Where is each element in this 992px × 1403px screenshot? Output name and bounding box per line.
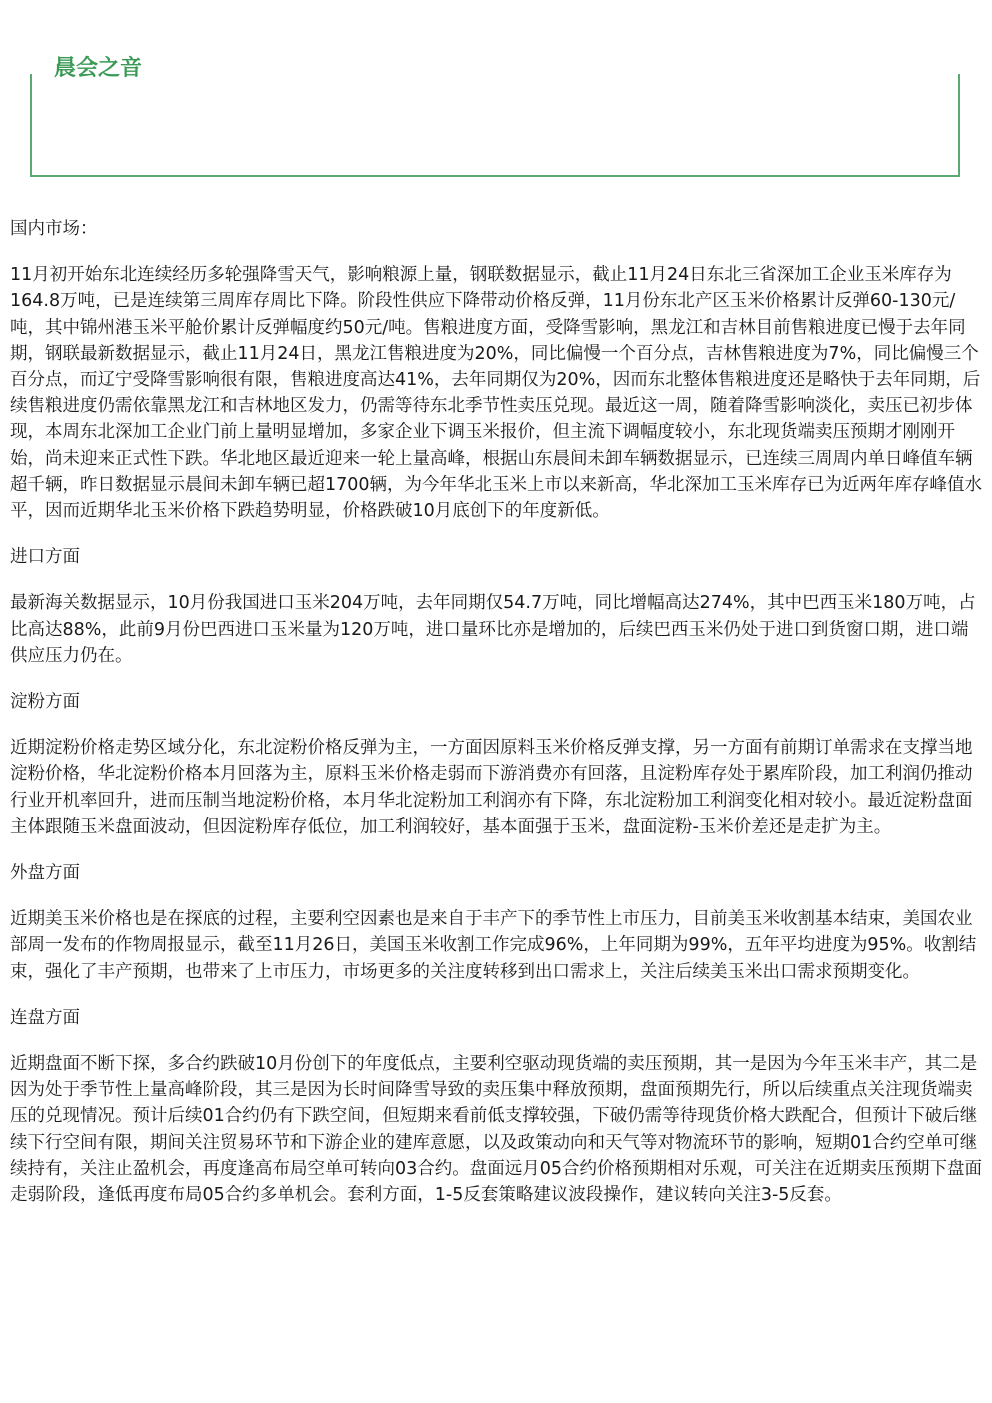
page-title: 晨会之音 <box>54 56 143 81</box>
section-body-dalian: 近期盘面不断下探，多合约跌破10月份创下的年度低点，主要利空驱动现货端的卖压预期，其一是因为今年玉米丰产，其二是因为处于季节性上量高峰阶段，其三是因为长时间降雪导致的卖压集中释放预期，盘面预期先行，所以后续重点关注现货端卖压的兑现情况。预计后续01合约仍有下跌空间，但短期来看前低支撑较强，下破仍需等待现货价格大跌配合，但预计下破后继续下行空间有限，期间关注贸易环节和下游企业的建库意愿，以及政策动向和天气等对物流环节的影响，短期01合约空单可继续持有，关注止盈机会，再度逢高布局空单可转向03合约。盘面远月05合约价格预期相对乐观，可关注在近期卖压预期下盘面走弱阶段，逢低再度布局05合约多单机会。套利方面，1-5反套策略建议波段操作，建议转向关注3-5反套。 <box>10 1054 983 1206</box>
title-frame <box>30 74 960 177</box>
section-heading-domestic: 国内市场： <box>10 219 98 239</box>
section-body-starch: 近期淀粉价格走势区域分化，东北淀粉价格反弹为主，一方面因原料玉米价格反弹支撑，另一方面有前期订单需求在支撑当地淀粉价格，华北淀粉价格本月回落为主，原料玉米价格走弱而下游消费亦有回落，且淀粉库存处于累库阶段，加工利润仍推动行业开机率回升，进而压制当地淀粉价格，本月华北淀粉加工利润亦有下降，东北淀粉加工利润变化相对较小。最近淀粉盘面主体跟随玉米盘面波动，但因淀粉库存低位，加工利润较好，基本面强于玉米，盘面淀粉-玉米价差还是走扩为主。 <box>10 738 973 837</box>
section-body-overseas: 近期美玉米价格也是在探底的过程，主要利空因素也是来自于丰产下的季节性上市压力，目前美玉米收割基本结束，美国农业部周一发布的作物周报显示，截至11月26日，美国玉米收割工作完成96%，上年同期为99%，五年平均进度为95%。收割结束，强化了丰产预期，也带来了上市压力，市场更多的关注度转移到出口需求上，关注后续美玉米出口需求预期变化。 <box>10 909 977 982</box>
section-heading-overseas: 外盘方面 <box>10 863 80 884</box>
section-heading-dalian: 连盘方面 <box>10 1007 80 1028</box>
article-body <box>10 216 984 1228</box>
section-heading-starch: 淀粉方面 <box>10 692 80 713</box>
section-heading-import: 进口方面 <box>10 547 80 568</box>
section-body-domestic: 11月初开始东北连续经历多轮强降雪天气，影响粮源上量，钢联数据显示，截止11月24日东北三省深加工企业玉米库存为164.8万吨，已是连续第三周库存周比下降。阶段性供应下降带动价格反弹，11月份东北产区玉米价格累计反弹60-130元/吨，其中锦州港玉米平舱价累计反弹幅度约50元/吨。售粮进度方面，受降雪影响，黑龙江和吉林目前售粮进度已慢于去年同期，钢联最新数据显示，截止11月24日，黑龙江售粮进度为20%，同比偏慢一个百分点，吉林售粮进度为7%，同比偏慢三个百分点，而辽宁受降雪影响很有限，售粮进度高达41%，去年同期仅为20%，因而东北整体售粮进度还是略快于去年同期，后续售粮进度仍需依靠黑龙江和吉林地区发力，仍需等待东北季节性卖压兑现。最近这一周，随着降雪影响淡化，卖压已初步体现，本周东北深加工企业门前上量明显增加，多家企业下调玉米报价，但主流下调幅度较小，东北现货端卖压预期才刚刚开始，尚未迎来正式性下跌。华北地区最近迎来一轮上量高峰，根据山东晨间未卸车辆数据显示，已连续三周周内单日峰值车辆超千辆，昨日数据显示晨间未卸车辆已超1700辆，为今年华北玉米上市以来新高，华北深加工玉米库存已为近两年库存峰值水平，因而近期华北玉米价格下跌趋势明显，价格跌破10月底创下的年度新低。 <box>10 265 983 522</box>
section-body-import: 最新海关数据显示，10月份我国进口玉米204万吨，去年同期仅54.7万吨，同比增幅高达274%，其中巴西玉米180万吨，占比高达88%，此前9月份巴西进口玉米量为120万吨，进口量环比亦是增加的，后续巴西玉米仍处于进口到货窗口期，进口端供应压力仍在。 <box>10 593 976 666</box>
